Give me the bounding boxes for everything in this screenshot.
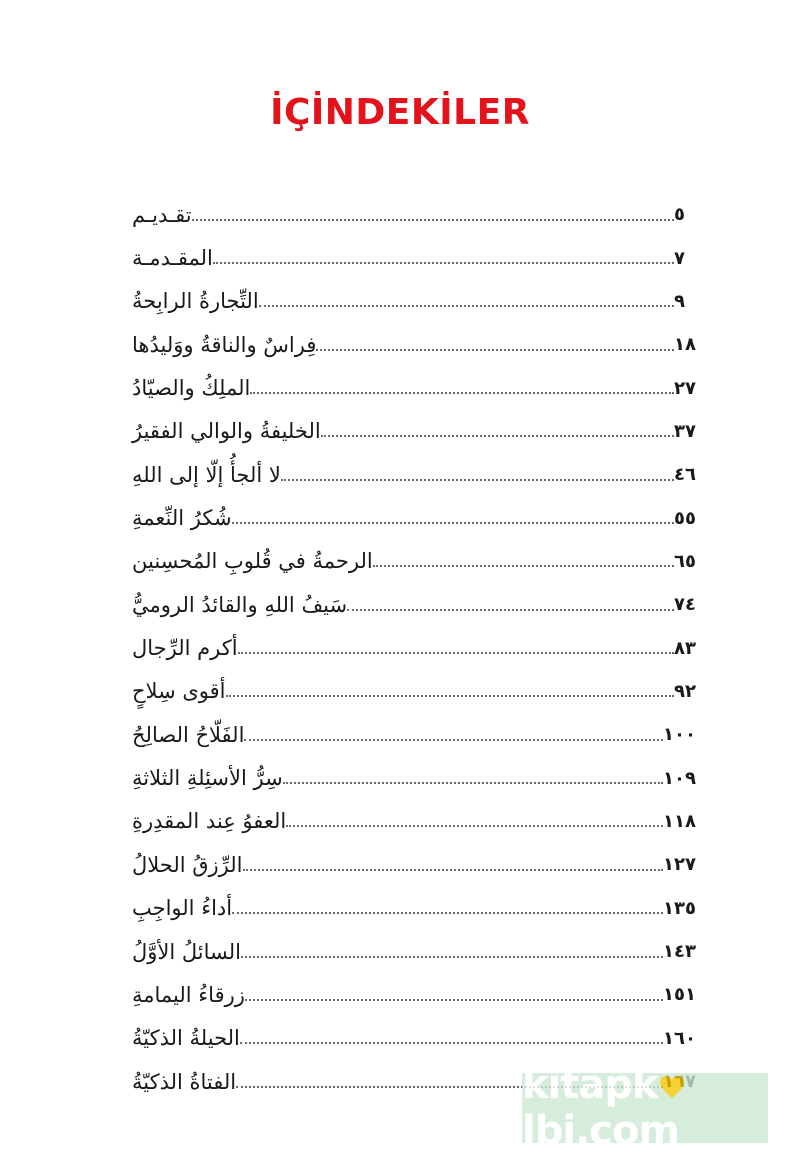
dot-leader [259, 305, 674, 307]
toc-entry [128, 453, 700, 496]
dot-leader [281, 479, 674, 481]
dot-leader [321, 435, 674, 437]
toc-entry-page-number: ١٥١ [663, 984, 696, 1006]
toc-entry-title: الرحمةُ في قُلوبِ المُحسِنين [132, 549, 373, 574]
toc-entry [128, 713, 700, 756]
toc-entry-page-number: ٩ [674, 290, 685, 312]
dot-leader [232, 912, 663, 914]
toc-entry-title: الرِّزقُ الحلالُ [132, 852, 243, 877]
toc-entry [128, 670, 700, 713]
toc-entry-title: سَيفُ اللهِ والقائدُ الروميُّ [132, 592, 348, 617]
toc-entry-page-number: ١٨ [674, 334, 696, 356]
dot-leader [373, 565, 674, 567]
dot-leader [286, 825, 663, 827]
toc-entry-page-number: ٩٢ [674, 680, 696, 702]
toc-entry [128, 280, 700, 323]
toc-entry [128, 236, 700, 279]
toc-entry-title: الخليفةُ والوالي الفقيرُ [132, 419, 321, 444]
dot-leader [316, 349, 674, 351]
toc-entry-title: السائلُ الأوَّلُ [132, 939, 241, 964]
toc-entry-title: العفوُ عِند المقدِرةِ [132, 809, 287, 834]
toc-entry-title: الفتاةُ الذكيّةُ [132, 1069, 237, 1094]
toc-entry-title: لا ألجأُ إلّا إلى اللهِ [132, 462, 281, 487]
dot-leader [238, 652, 674, 654]
dot-leader [192, 219, 674, 221]
page-title: İÇİNDEKİLER [270, 92, 530, 133]
heart-icon [659, 1075, 685, 1099]
dot-leader [347, 609, 674, 611]
toc-entry-title: الحيلةُ الذكيّةُ [132, 1026, 240, 1051]
toc-entry-title: المقـدمـة [132, 246, 213, 271]
toc-entry-page-number: ١١٨ [663, 810, 696, 832]
toc-entry [128, 583, 700, 626]
dot-leader [240, 1042, 663, 1044]
toc-entry-page-number: ٧ [674, 247, 685, 269]
dot-leader [245, 999, 663, 1001]
toc-entry [128, 756, 700, 799]
toc-entry-page-number: ٤٦ [674, 464, 696, 486]
toc-entry [128, 193, 700, 236]
toc-entry-title: شُكرُ النِّعمةِ [132, 506, 232, 531]
toc-entry-title: الفَلّاحُ الصالِحُ [132, 722, 245, 747]
toc-entry-page-number: ٧٤ [674, 594, 696, 616]
watermark-text-start: kitapk [522, 1062, 658, 1108]
toc-entry-page-number: ١٠٩ [663, 767, 696, 789]
toc-entry-title: التِّجارةُ الرابِحةُ [132, 289, 259, 314]
dot-leader [241, 956, 663, 958]
toc-entry [128, 1017, 700, 1060]
dot-leader [213, 262, 674, 264]
toc-entry-title: سِرُّ الأسئِلةِ الثلاثةِ [132, 766, 283, 791]
toc-entry [128, 410, 700, 453]
toc-entry-page-number: ٥٥ [674, 507, 696, 529]
dot-leader [244, 739, 663, 741]
watermark-text-end: lbi.com [522, 1108, 680, 1154]
toc-entry-title: أقوى سِلاحٍ [132, 679, 226, 704]
toc-entry [128, 800, 700, 843]
toc-entry [128, 540, 700, 583]
dot-leader [226, 695, 674, 697]
toc-entry-page-number: ١٢٧ [663, 854, 696, 876]
toc-entry [128, 930, 700, 973]
toc-entry [128, 887, 700, 930]
dot-leader [232, 522, 674, 524]
toc-entry-page-number: ٣٧ [674, 420, 696, 442]
toc-entry-page-number: ١٣٥ [663, 897, 696, 919]
dot-leader [283, 782, 663, 784]
watermark-text [522, 1062, 768, 1154]
toc-entry [128, 496, 700, 539]
dot-leader [243, 869, 664, 871]
toc-entry [128, 843, 700, 886]
toc-entry [128, 323, 700, 366]
toc-entry-title: زرقاءُ اليمامةِ [132, 982, 245, 1007]
toc-entry [128, 973, 700, 1016]
toc-entry-page-number: ١٤٣ [663, 941, 696, 963]
toc-entry [128, 366, 700, 409]
toc-entry-title: تقـديـم [132, 202, 192, 227]
toc-entry-title: الملِكُ والصيّادُ [132, 376, 251, 401]
toc-entry-page-number: ٦٥ [674, 550, 696, 572]
toc-entry-page-number: ٨٣ [674, 637, 696, 659]
toc-entry-title: فِراسٌ والناقةُ ووَليدُها [132, 332, 317, 357]
toc-entry-page-number: ٥ [674, 204, 685, 226]
toc-entry-page-number: ١٦٠ [663, 1027, 696, 1049]
toc-entry-title: أداءُ الواجِبِ [132, 896, 233, 921]
toc-entry-page-number: ٢٧ [674, 377, 696, 399]
watermark [522, 1062, 768, 1154]
toc-entry-title: أكرم الرِّجال [132, 636, 238, 661]
dot-leader [250, 392, 674, 394]
toc-entry [128, 626, 700, 669]
toc-entry-page-number: ١٠٠ [663, 724, 696, 746]
table-of-contents [128, 193, 700, 1103]
